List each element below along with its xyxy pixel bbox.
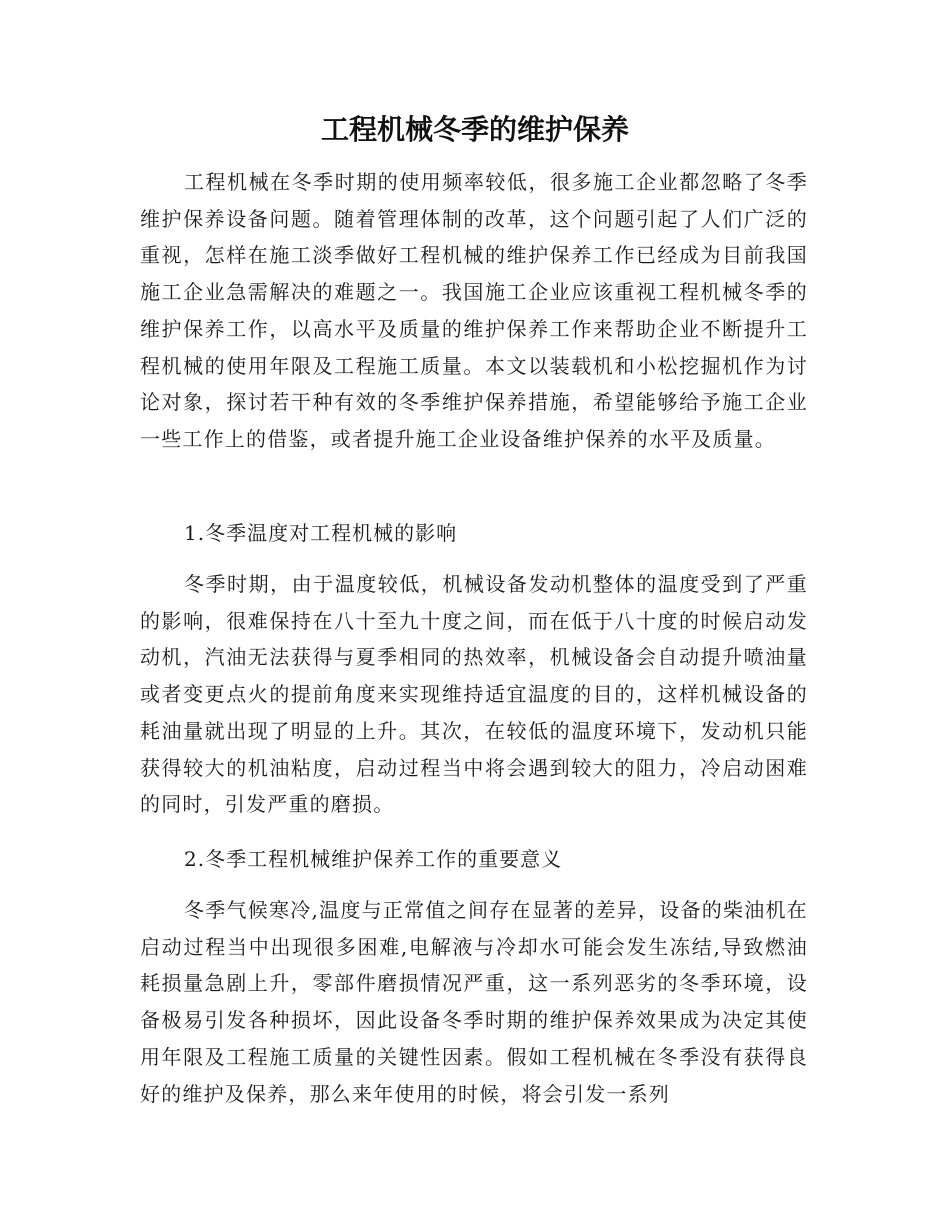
section-1-paragraph: 冬季时期，由于温度较低，机械设备发动机整体的温度受到了严重的影响，很难保持在八十至九十度之间，而在低于八十度的时候启动发动机，汽油无法获得与夏季相同的热效率，机械设备会自动提升喷油量或者变更点火的提前角度来实现维持适宜温度的目的，这样机械设备的耗油量就出现了明显的上升。其次，在较低的温度环境下，发动机只能获得较大的机油粘度，启动过程当中将会遇到较大的阻力，冷启动困难的同时，引发严重的磨损。 [140, 572, 808, 817]
section-2-paragraph: 冬季气候寒冷,温度与正常值之间存在显著的差异，设备的柴油机在启动过程当中出现很多困难,电解液与冷却水可能会发生冻结,导致燃油耗损量急剧上升，零部件磨损情况严重，这一系列恶劣的冬季环境，设备极易引发各种损坏，因此设备冬季时期的维护保养效果成为决定其使用年限及工程施工质量的关键性因素。假如工程机械在冬季没有获得良好的维护及保养，那么来年使用的时候，将会引发一系列 [140, 898, 808, 1106]
section-heading-2: 2.冬季工程机械维护保养工作的重要意义 [184, 847, 563, 871]
section-heading-1: 1.冬季温度对工程机械的影响 [184, 521, 458, 545]
document-title: 工程机械冬季的维护保养 [320, 113, 629, 146]
intro-paragraph: 工程机械在冬季时期的使用频率较低，很多施工企业都忽略了冬季维护保养设备问题。随着管理体制的改革，这个问题引起了人们广泛的重视，怎样在施工淡季做好工程机械的维护保养工作已经成为目前我国施工企业急需解决的难题之一。我国施工企业应该重视工程机械冬季的维护保养工作，以高水平及质量的维护保养工作来帮助企业不断提升工程机械的使用年限及工程施工质量。本文以装载机和小松挖掘机作为讨论对象，探讨若干种有效的冬季维护保养措施，希望能够给予施工企业一些工作上的借鉴，或者提升施工企业设备维护保养的水平及质量。 [140, 170, 808, 451]
